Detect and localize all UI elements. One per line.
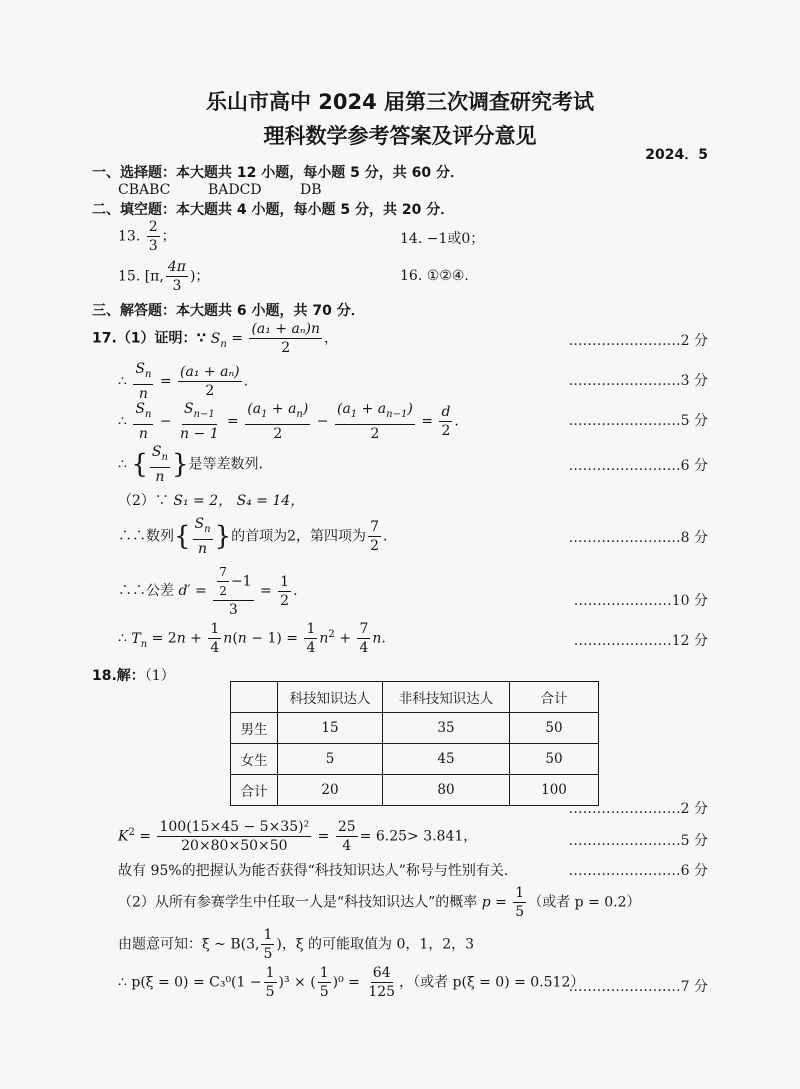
q17-line-8: ∴ $T_n = 2n$ + $\frac{1}{4}$ n(n − 1) = $\frac{1}{4}$ $n^2$ + $\frac{7}{4}$ n.	[118, 621, 386, 656]
q17-line-4: ∴ { $\frac{S_n}{n}$ }是等差数列.	[118, 444, 263, 485]
table-row: 男生 15 35 50	[231, 713, 599, 744]
table-row: 科技知识达人 非科技知识达人 合计	[231, 682, 599, 713]
score-mark: ……………………2 分	[568, 801, 708, 817]
k2-formula: $K^2$ = $\frac{\text{100(15×45 − 5×35)²}}{20\times 80\times 50\times 50}$ = $\frac{25}{4}$ = 6.25> 3.841，	[118, 819, 478, 854]
score-mark: ……………………6 分	[568, 863, 708, 879]
score-mark: ……………………8 分	[568, 530, 708, 546]
q17-line-2: ∴ $\frac{S_n}{n}$ = $\frac{\text{(a₁ + aₙ)}}{2}$ .	[118, 361, 249, 402]
q18-probability-line: ∴ p(ξ = 0) = C₃⁰(1 − $\frac{1}{5}$ )³ × ( $\frac{1}{5}$ )⁰ = $\frac{64}{125}$ ，（或者 p(ξ = 0) = 0.512）	[118, 965, 585, 1000]
table-row: 合计 20 80 100	[231, 775, 599, 806]
score-mark: ……………………5 分	[568, 413, 708, 429]
score-mark: …………………10 分	[573, 593, 708, 609]
table-row: 女生 5 45 50	[231, 744, 599, 775]
doc-date: 2024．5	[645, 147, 708, 163]
fraction: $\frac{4\pi}{3}$	[167, 259, 186, 294]
q18-conclusion: 故有 95%的把握认为能否获得“科技知识达人”称号与性别有关.	[118, 863, 509, 879]
section-3-heading: 三、解答题：本大题共 6 小题，共 70 分．	[92, 303, 365, 319]
score-mark: ……………………5 分	[568, 833, 708, 849]
fraction: $\frac{2}{3}$	[148, 219, 158, 254]
mc-answers-6-10: BADCD	[208, 182, 262, 198]
doc-subtitle: 理科数学参考答案及评分意见	[263, 124, 537, 148]
answer-13: 13. $\frac{2}{3}$ ；	[118, 219, 176, 254]
answer-14: 14. −1或0；	[400, 231, 485, 247]
section-1-heading: 一、选择题：本大题共 12 小题，每小题 5 分，共 60 分．	[92, 165, 464, 181]
fraction: $\frac{\text{(a₁ + aₙ)n}}{2}$	[251, 321, 320, 356]
score-mark: …………………12 分	[573, 633, 708, 649]
answer-16: 16. ①②④.	[400, 268, 469, 284]
score-mark: ……………………3 分	[568, 373, 708, 389]
score-mark: ……………………7 分	[568, 979, 708, 995]
q18-distribution-line: 由题意可知：ξ ~ B(3, $\frac{1}{5}$ )，ξ 的可能取值为 0，1，2，3	[118, 927, 475, 962]
score-mark: ……………………6 分	[568, 458, 708, 474]
q17-line-3: ∴ $\frac{S_n}{n}$ − $\frac{S_{n-1}}{n - 1}$ = $\frac{(a_1 + a_n)}{2}$ − $\frac{(a_1 + a_{n-1})}{2}$ = $\frac{d}{2}$ .	[118, 401, 459, 442]
doc-title: 乐山市高中 2024 届第三次调查研究考试	[205, 90, 595, 114]
answer-15: 15. [π, $\frac{4\pi}{3}$ )；	[118, 259, 210, 294]
q17-line-6: ∴∴数列{ $\frac{S_n}{n}$ }的首项为2，第四项为 $\frac{7}{2}$ .	[118, 516, 388, 557]
q18-part2-line: （2）从所有参赛学生中任取一人是“科技知识达人”的概率 p = $\frac{1}{5}$ （或者 p = 0.2）	[118, 885, 641, 920]
q17-line-1: 17.（1）证明：∵ $S_n$ = $\frac{\text{(a₁ + aₙ)n}}{2}$ ，	[92, 321, 338, 356]
q18-label: 18.解：（1）	[92, 668, 175, 684]
mc-answers-11-12: DB	[300, 182, 322, 198]
contingency-table	[230, 681, 599, 806]
mc-answers-1-5: CBABC	[118, 182, 171, 198]
q17-part2: （2）∵ S₁ = 2， S₄ = 14，	[118, 493, 305, 509]
score-mark: ……………………2 分	[568, 333, 708, 349]
section-2-heading: 二、填空题：本大题共 4 小题，每小题 5 分，共 20 分．	[92, 202, 455, 218]
q17-line-7: ∴∴公差 d′ = $\frac{7}{2}$ −1 3 = $\frac{1}{2}$ .	[118, 565, 298, 618]
